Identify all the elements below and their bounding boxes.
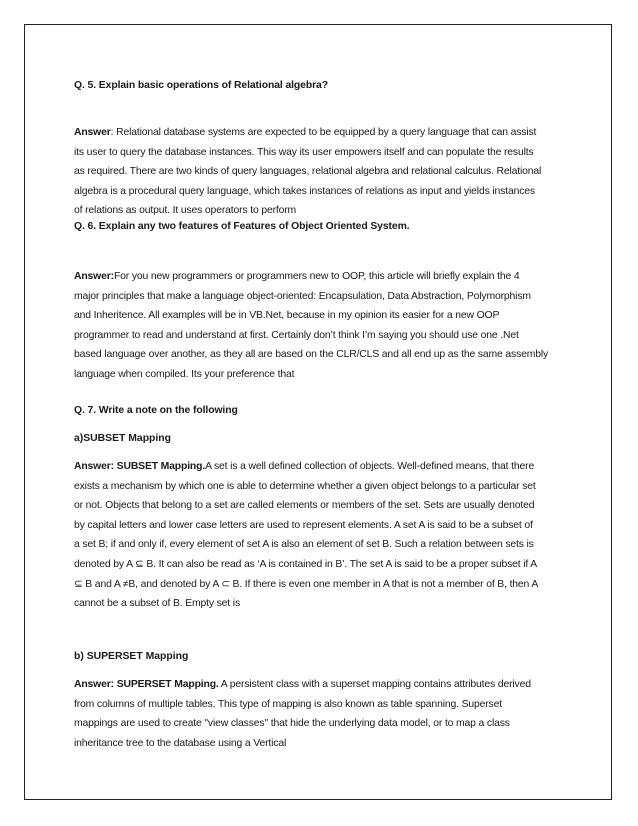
answer-label: Answer [74, 679, 111, 690]
question-6-title: Q. 6. Explain any two features of Features of Object Oriented System. [74, 221, 410, 232]
answer-label: Answer [74, 127, 111, 138]
answer-subset-line-2: exists a mechanism by which one is able to determine whether a given object belongs to a particular set [74, 480, 536, 492]
answer-subset-line-1: Answer: SUBSET Mapping.A set is a well defined collection of objects. Well-defined means, that there [74, 461, 535, 472]
answer-subset [74, 457, 574, 614]
subset-heading: a)SUBSET Mapping [74, 433, 171, 444]
answer-label: Answer: SUBSET Mapping. [74, 461, 206, 472]
answer-5 [74, 123, 574, 221]
answer-superset-line-4: inheritance tree to the database using a Vertical [74, 737, 287, 749]
answer-superset-line-2: from columns of multiple tables. This type of mapping is also known as table spanning. Superset [74, 698, 502, 710]
answer-5-line-5: of relations as output. It uses operators to perform [74, 205, 297, 217]
answer-6-line-5: based language over another, as they all are based on the CLR/CLS and all end up as the same assembly [74, 349, 549, 361]
answer-superset-line-3: mappings are used to create "view classes" that hide the underlying data model, or to map a class [74, 718, 510, 730]
answer-subset-line-4: by capital letters and lower case letters are used to represent elements. A set A is said to be a subset of [74, 519, 533, 531]
answer-5-line-1: Answer: Relational database systems are expected to be equipped by a query language that can assist [74, 127, 537, 138]
answer-5-line-3: as required. There are two kinds of query languages, relational algebra and relational calculus. Relational [74, 166, 542, 178]
answer-subset-line-5: a set B; if and only if, every element of set A is also an element of set B. Such a relation between sets is [74, 539, 534, 551]
answer-6 [74, 267, 574, 385]
answer-label: Answer: [74, 271, 114, 282]
answer-superset [74, 675, 574, 753]
question-7-title: Q. 7. Write a note on the following [74, 405, 238, 416]
answer-6-line-4: programmer to read and understand at first. Certainly don’t think I’m saying you should use one .Net [74, 329, 519, 341]
question-5-title: Q. 5. Explain basic operations of Relational algebra? [74, 80, 328, 91]
answer-subset-line-3: or not. Objects that belong to a set are called elements or members of the set. Sets are usually denoted [74, 500, 535, 512]
answer-6-line-1: Answer:For you new programmers or programmers new to OOP, this article will briefly explain the 4 [74, 271, 520, 282]
answer-superset-line-1: Answer: SUPERSET Mapping. A persistent class with a superset mapping contains attributes derived [74, 679, 531, 690]
answer-subset-line-6: denoted by A ⊆ B. It can also be read as ‘A is contained in B’. The set A is said to be a proper subset if A [74, 558, 538, 570]
answer-6-line-6: language when compiled. Its your preference that [74, 368, 295, 380]
superset-heading: b) SUPERSET Mapping [74, 651, 189, 662]
answer-6-line-2: major principles that make a language object-oriented: Encapsulation, Data Abstraction, Polymorphism [74, 290, 531, 302]
answer-5-line-2: its user to query the database instances. This way its user empowers itself and can populate the results [74, 146, 534, 158]
answer-5-line-4: algebra is a procedural query language, which takes instances of relations as input and yields instances [74, 185, 535, 197]
answer-subset-line-8: cannot be a subset of B. Empty set is [74, 598, 240, 610]
answer-subset-line-7: ⊆ B and A ≠B, and denoted by A ⊂ B. If there is even one member in A that is not a member of B, then A [74, 578, 539, 590]
answer-6-line-3: and Inheritence. All examples will be in VB.Net, because in my opinion its easier for a new OOP [74, 310, 500, 322]
